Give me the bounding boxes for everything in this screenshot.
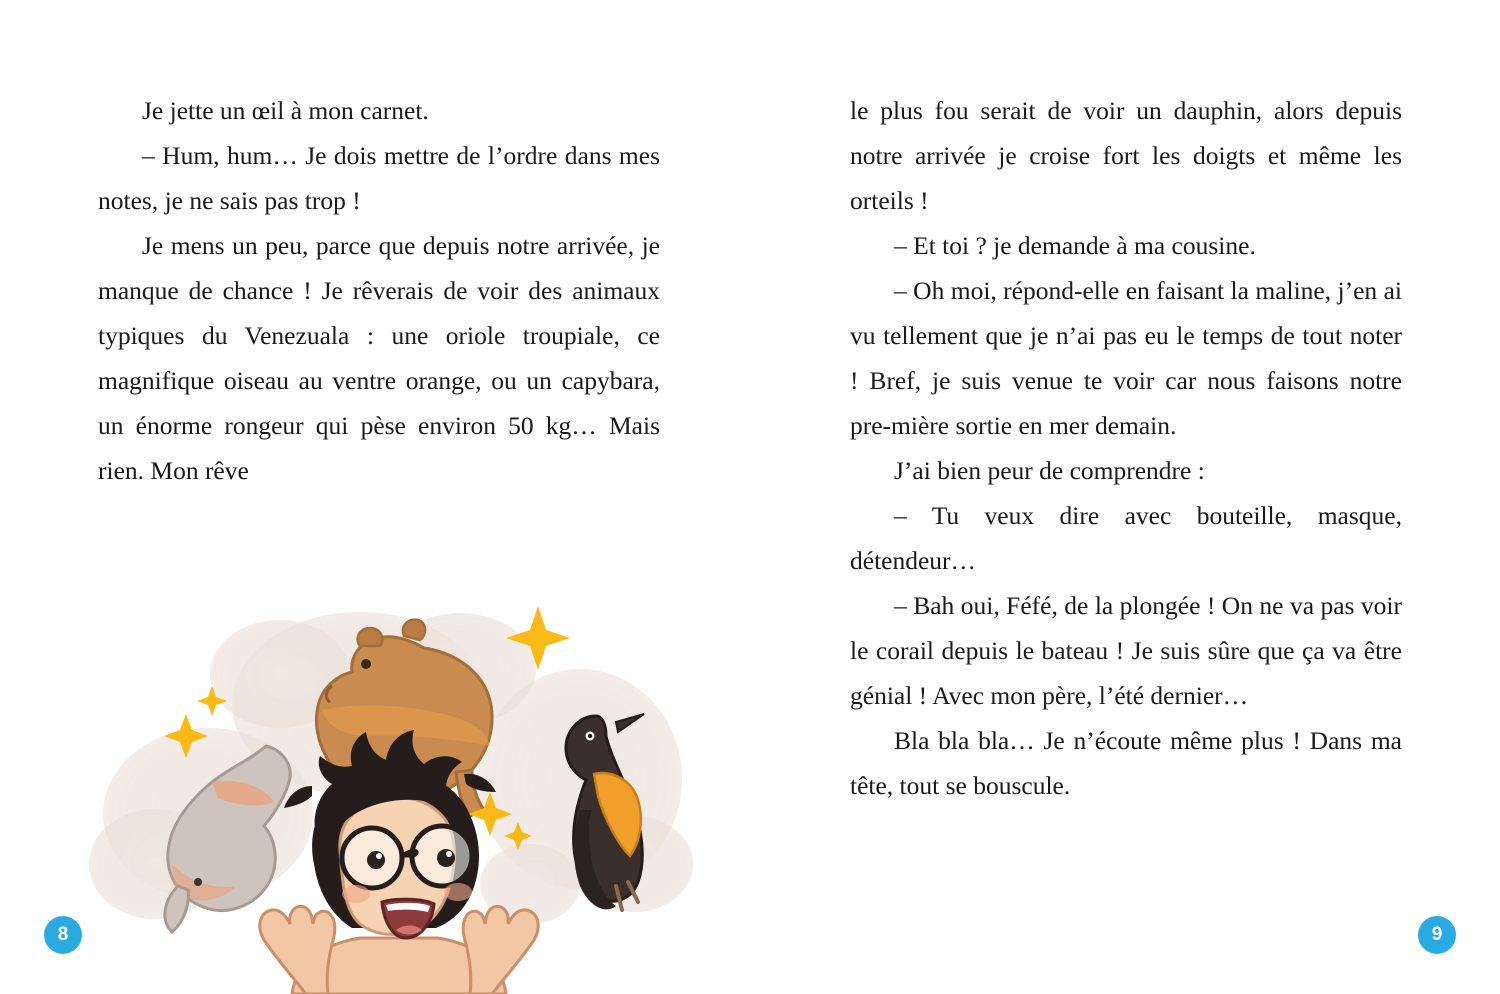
paragraph: – Hum, hum… Je dois mettre de l’ordre dans mes notes, je ne sais pas trop ! [98,141,660,215]
daydream-animals-illustration [60,564,700,994]
boy-with-glasses [260,730,538,994]
paragraph: Je mens un peu, parce que depuis notre arrivée, je manque de chance ! Je rêverais de voir des animaux typiques du Venezuala : une oriole troupiale, ce magnifique oiseau au ventre orange, ou un capybara, un énorme rongeur qui pèse environ 50 kg… Mais rien. Mon rêve [98,231,660,485]
paragraph: J’ai bien peur de comprendre : [894,456,1205,485]
right-page-text [850,88,1402,808]
paragraph: – Bah oui, Féfé, de la plongée ! On ne va pas voir le corail depuis le bateau ! Je suis sûre que ça va être génial ! Avec mon père, l’été dernier… [850,591,1402,710]
paragraph: – Oh moi, répond-elle en faisant la maline, j’en ai vu tellement que je n’ai pas eu le temps de tout noter ! Bref, je suis venue te voir car nous faisons notre pre-mière sortie en mer demain. [850,276,1402,440]
paragraph: – Et toi ? je demande à ma cousine. [894,231,1256,260]
paragraph: Bla bla bla… Je n’écoute même plus ! Dans ma tête, tout se bouscule. [850,726,1402,800]
capybara [316,620,492,840]
left-page-text [98,88,660,493]
page-number-left: 8 [44,916,82,954]
page-number-right: 9 [1418,916,1456,954]
thought-cloud [89,612,693,924]
troupial-bird [566,714,644,910]
right-page [750,0,1500,994]
paragraph: – Tu veux dire avec bouteille, masque, détendeur… [850,501,1402,575]
dolphin [165,746,290,932]
paragraph: le plus fou serait de voir un dauphin, alors depuis notre arrivée je croise fort les doigts et même les orteils ! [850,96,1402,215]
sparkle [164,606,570,850]
paragraph: Je jette un œil à mon carnet. [142,96,429,125]
